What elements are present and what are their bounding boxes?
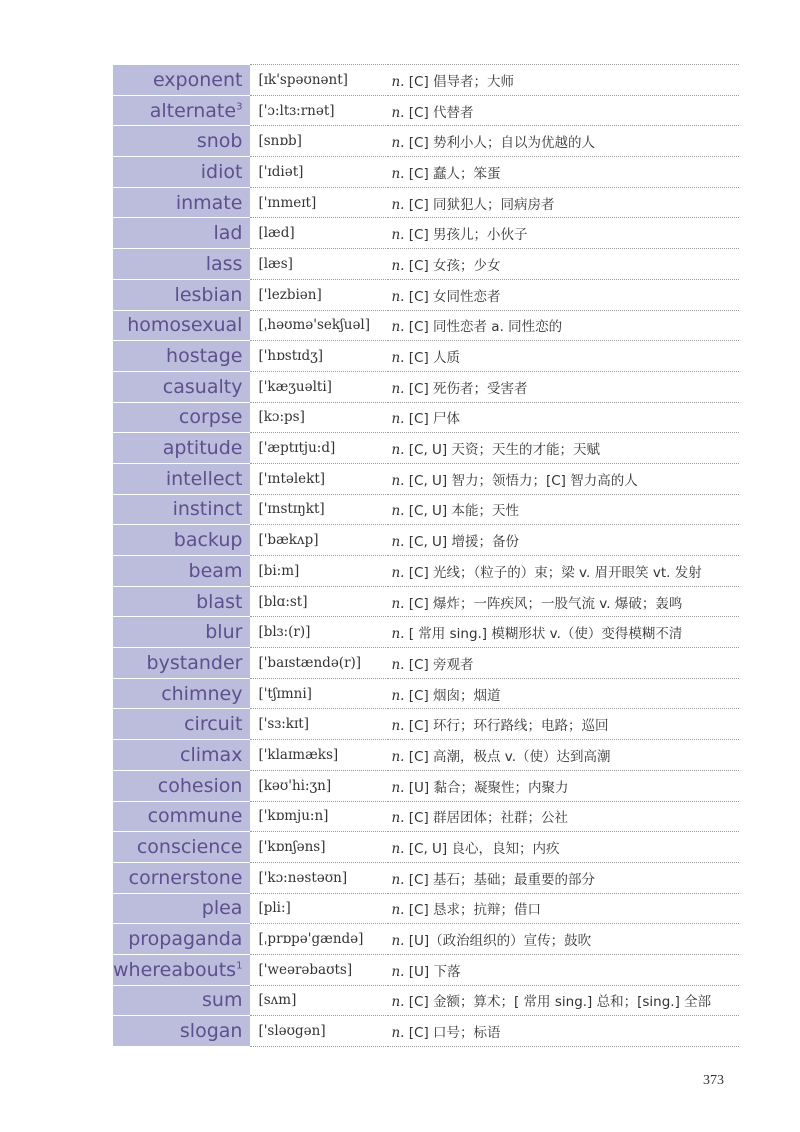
vocab-row bbox=[113, 463, 739, 494]
part-of-speech: n. bbox=[391, 994, 405, 1011]
phonetic: ['ɔ:ltɜ:rnət] bbox=[250, 95, 388, 126]
part-of-speech: n. bbox=[391, 380, 405, 397]
definition-cell bbox=[388, 617, 739, 648]
headword bbox=[113, 433, 250, 464]
headword-text: bystander bbox=[146, 651, 243, 674]
headword bbox=[113, 371, 250, 402]
definition: [U]（政治组织的）宣传；鼓吹 bbox=[408, 933, 592, 950]
definition-cell bbox=[388, 586, 739, 617]
part-of-speech: n. bbox=[391, 748, 405, 765]
definition-cell bbox=[388, 95, 739, 126]
definition: [C] 环行；环行路线；电路；巡回 bbox=[408, 718, 609, 735]
part-of-speech: n. bbox=[391, 564, 405, 581]
phonetic: ['kɔ:nəstəʊn] bbox=[250, 862, 388, 893]
headword-text: conscience bbox=[136, 836, 243, 859]
vocab-row bbox=[113, 95, 739, 126]
phonetic: [bi:m] bbox=[250, 556, 388, 587]
headword bbox=[113, 862, 250, 893]
part-of-speech: n. bbox=[391, 779, 405, 796]
definition: [C] 爆炸；一阵疾风；一股气流 v. 爆破；轰鸣 bbox=[408, 595, 683, 612]
headword bbox=[113, 1016, 250, 1047]
vocab-row bbox=[113, 648, 739, 679]
headword bbox=[113, 341, 250, 372]
headword-text: commune bbox=[147, 805, 243, 828]
headword-text: corpse bbox=[178, 406, 243, 429]
headword bbox=[113, 310, 250, 341]
headword-text: hostage bbox=[166, 345, 243, 368]
part-of-speech: n. bbox=[391, 534, 405, 551]
definition-cell bbox=[388, 433, 739, 464]
vocab-row bbox=[113, 893, 739, 924]
definition-cell bbox=[388, 402, 739, 433]
definition-cell bbox=[388, 494, 739, 525]
vocab-row bbox=[113, 617, 739, 648]
headword bbox=[113, 832, 250, 863]
headword-text: backup bbox=[173, 529, 243, 552]
definition-cell bbox=[388, 770, 739, 801]
definition: [C, U] 本能；天性 bbox=[408, 503, 519, 520]
definition: [C] 旁观者 bbox=[408, 656, 474, 673]
definition: [C] 代替者 bbox=[408, 104, 474, 121]
definition: [C] 同性恋者 a. 同性恋的 bbox=[408, 319, 563, 336]
vocab-row bbox=[113, 556, 739, 587]
page-number: 373 bbox=[703, 1073, 724, 1088]
phonetic: [læs] bbox=[250, 249, 388, 280]
headword-text: alternate bbox=[149, 99, 237, 122]
phonetic: ['kɒnʃəns] bbox=[250, 832, 388, 863]
phonetic: [snɒb] bbox=[250, 126, 388, 157]
vocab-row bbox=[113, 126, 739, 157]
phonetic: [blɜ:(r)] bbox=[250, 617, 388, 648]
headword-text: circuit bbox=[184, 713, 243, 736]
headword-text: idiot bbox=[200, 160, 243, 183]
headword bbox=[113, 95, 250, 126]
part-of-speech: n. bbox=[391, 319, 405, 336]
vocab-row bbox=[113, 954, 739, 985]
headword-text: slogan bbox=[179, 1020, 243, 1043]
vocab-row bbox=[113, 187, 739, 218]
definition-cell bbox=[388, 648, 739, 679]
part-of-speech: n. bbox=[391, 871, 405, 888]
definition-cell bbox=[388, 65, 739, 96]
headword-text: sum bbox=[202, 989, 243, 1012]
headword bbox=[113, 985, 250, 1016]
part-of-speech: n. bbox=[391, 963, 405, 980]
phonetic: ['bækʌp] bbox=[250, 525, 388, 556]
definition: [U] 黏合；凝聚性；内聚力 bbox=[408, 779, 569, 796]
vocabulary-body bbox=[113, 65, 739, 1047]
headword bbox=[113, 740, 250, 771]
headword-text: chimney bbox=[161, 682, 243, 705]
definition-cell bbox=[388, 924, 739, 955]
headword bbox=[113, 770, 250, 801]
headword bbox=[113, 65, 250, 96]
vocab-row bbox=[113, 525, 739, 556]
phonetic: [kəʊ'hi:ʒn] bbox=[250, 770, 388, 801]
definition: [C, U] 天资；天生的才能；天赋 bbox=[408, 442, 600, 459]
phonetic: ['ɪntəlekt] bbox=[250, 463, 388, 494]
vocab-row bbox=[113, 249, 739, 280]
part-of-speech: n. bbox=[391, 1025, 405, 1042]
headword bbox=[113, 402, 250, 433]
headword-text: intellect bbox=[165, 467, 243, 490]
definition-cell bbox=[388, 249, 739, 280]
phonetic: ['sləʊgən] bbox=[250, 1016, 388, 1047]
definition: [C, U] 增援；备份 bbox=[408, 534, 519, 551]
definition: [C] 倡导者；大师 bbox=[408, 73, 515, 90]
phonetic: ['weərəbaʊts] bbox=[250, 954, 388, 985]
part-of-speech: n. bbox=[391, 810, 405, 827]
headword bbox=[113, 648, 250, 679]
vocab-row bbox=[113, 218, 739, 249]
headword bbox=[113, 924, 250, 955]
definition: [C] 金额；算术；[ 常用 sing.] 总和；[sing.] 全部 bbox=[408, 994, 712, 1011]
phonetic: ['ɪnstɪŋkt] bbox=[250, 494, 388, 525]
definition: [C, U] 智力；领悟力；[C] 智力高的人 bbox=[408, 472, 638, 489]
vocab-row bbox=[113, 985, 739, 1016]
headword bbox=[113, 157, 250, 188]
vocab-row bbox=[113, 801, 739, 832]
vocabulary-table bbox=[113, 64, 739, 1047]
definition: [C] 蠢人；笨蛋 bbox=[408, 165, 501, 182]
definition-cell bbox=[388, 801, 739, 832]
headword-text: lad bbox=[213, 222, 243, 245]
definition: [C] 高潮，极点 v.（使）达到高潮 bbox=[408, 748, 611, 765]
part-of-speech: n. bbox=[391, 104, 405, 121]
definition: [C] 男孩儿；小伙子 bbox=[408, 227, 528, 244]
part-of-speech: n. bbox=[391, 933, 405, 950]
vocab-row bbox=[113, 494, 739, 525]
headword-text: inmate bbox=[175, 191, 243, 214]
vocab-row bbox=[113, 678, 739, 709]
definition-cell bbox=[388, 985, 739, 1016]
definition-cell bbox=[388, 862, 739, 893]
part-of-speech: n. bbox=[391, 656, 405, 673]
headword bbox=[113, 187, 250, 218]
headword-text: lass bbox=[205, 252, 243, 275]
part-of-speech: n. bbox=[391, 841, 405, 858]
phonetic: ['ɪnmeɪt] bbox=[250, 187, 388, 218]
headword bbox=[113, 893, 250, 924]
phonetic: [ˌhəʊmə'sekʃuəl] bbox=[250, 310, 388, 341]
definition-cell bbox=[388, 832, 739, 863]
phonetic: ['kæʒuəlti] bbox=[250, 371, 388, 402]
headword bbox=[113, 617, 250, 648]
headword-text: casualty bbox=[162, 375, 243, 398]
definition-cell bbox=[388, 187, 739, 218]
headword-text: aptitude bbox=[162, 437, 243, 460]
vocab-row bbox=[113, 1016, 739, 1047]
phonetic: ['lezbiən] bbox=[250, 279, 388, 310]
headword bbox=[113, 954, 250, 985]
headword-text: cohesion bbox=[157, 774, 243, 797]
part-of-speech: n. bbox=[391, 288, 405, 305]
vocab-row bbox=[113, 862, 739, 893]
part-of-speech: n. bbox=[391, 257, 405, 274]
headword bbox=[113, 463, 250, 494]
vocab-row bbox=[113, 402, 739, 433]
definition-cell bbox=[388, 740, 739, 771]
part-of-speech: n. bbox=[391, 135, 405, 152]
definition-cell bbox=[388, 126, 739, 157]
definition-cell bbox=[388, 954, 739, 985]
definition: [C] 口号；标语 bbox=[408, 1025, 501, 1042]
headword-text: instinct bbox=[172, 498, 243, 521]
phonetic: [blɑ:st] bbox=[250, 586, 388, 617]
part-of-speech: n. bbox=[391, 350, 405, 367]
definition: [C] 女同性恋者 bbox=[408, 288, 501, 305]
headword-text: lesbian bbox=[174, 283, 243, 306]
definition: [C] 死伤者；受害者 bbox=[408, 380, 528, 397]
part-of-speech: n. bbox=[391, 595, 405, 612]
headword bbox=[113, 218, 250, 249]
part-of-speech: n. bbox=[391, 442, 405, 459]
definition: [C] 人质 bbox=[408, 350, 461, 367]
phonetic: [kɔ:ps] bbox=[250, 402, 388, 433]
definition-cell bbox=[388, 1016, 739, 1047]
definition: [C] 群居团体；社群；公社 bbox=[408, 810, 569, 827]
vocab-row bbox=[113, 709, 739, 740]
definition: [C] 光线；（粒子的）束；梁 v. 眉开眼笑 vt. 发射 bbox=[408, 564, 702, 581]
phonetic: ['æptɪtju:d] bbox=[250, 433, 388, 464]
headword-text: cornerstone bbox=[128, 866, 243, 889]
headword-superscript: 1 bbox=[236, 960, 243, 972]
vocab-row bbox=[113, 832, 739, 863]
vocab-row bbox=[113, 341, 739, 372]
part-of-speech: n. bbox=[391, 626, 405, 643]
phonetic: ['ɪdiət] bbox=[250, 157, 388, 188]
headword-text: exponent bbox=[152, 68, 243, 91]
definition-cell bbox=[388, 678, 739, 709]
headword-text: whereabouts bbox=[113, 958, 237, 981]
vocab-row bbox=[113, 279, 739, 310]
definition-cell bbox=[388, 371, 739, 402]
definition-cell bbox=[388, 310, 739, 341]
definition-cell bbox=[388, 893, 739, 924]
definition: [C] 女孩；少女 bbox=[408, 257, 501, 274]
definition-cell bbox=[388, 525, 739, 556]
phonetic: [sʌm] bbox=[250, 985, 388, 1016]
phonetic: ['hɒstɪdʒ] bbox=[250, 341, 388, 372]
vocab-row bbox=[113, 770, 739, 801]
headword-superscript: 3 bbox=[236, 101, 243, 113]
headword bbox=[113, 556, 250, 587]
definition-cell bbox=[388, 556, 739, 587]
part-of-speech: n. bbox=[391, 718, 405, 735]
vocab-row bbox=[113, 65, 739, 96]
headword-text: beam bbox=[188, 559, 243, 582]
definition: [C] 尸体 bbox=[408, 411, 461, 428]
headword bbox=[113, 249, 250, 280]
definition: [ 常用 sing.] 模糊形状 v.（使）变得模糊不清 bbox=[408, 626, 683, 643]
phonetic: [ˌprɒpə'gændə] bbox=[250, 924, 388, 955]
phonetic: [pli:] bbox=[250, 893, 388, 924]
part-of-speech: n. bbox=[391, 227, 405, 244]
part-of-speech: n. bbox=[391, 165, 405, 182]
phonetic: ['tʃɪmni] bbox=[250, 678, 388, 709]
part-of-speech: n. bbox=[391, 196, 405, 213]
vocab-row bbox=[113, 433, 739, 464]
part-of-speech: n. bbox=[391, 902, 405, 919]
headword-text: blur bbox=[205, 621, 243, 644]
definition-cell bbox=[388, 341, 739, 372]
phonetic: ['kɒmju:n] bbox=[250, 801, 388, 832]
definition: [C, U] 良心，良知；内疚 bbox=[408, 841, 560, 858]
definition: [C] 恳求；抗辩；借口 bbox=[408, 902, 542, 919]
part-of-speech: n. bbox=[391, 73, 405, 90]
definition: [C] 势利小人；自以为优越的人 bbox=[408, 135, 596, 152]
phonetic: [ɪk'spəʊnənt] bbox=[250, 65, 388, 96]
vocab-row bbox=[113, 157, 739, 188]
headword-text: homosexual bbox=[127, 314, 243, 337]
definition-cell bbox=[388, 279, 739, 310]
phonetic: ['sɜ:kɪt] bbox=[250, 709, 388, 740]
headword bbox=[113, 126, 250, 157]
headword bbox=[113, 494, 250, 525]
headword-text: climax bbox=[180, 743, 243, 766]
phonetic: ['klaɪmæks] bbox=[250, 740, 388, 771]
part-of-speech: n. bbox=[391, 687, 405, 704]
phonetic: ['baɪstændə(r)] bbox=[250, 648, 388, 679]
definition-cell bbox=[388, 218, 739, 249]
vocab-row bbox=[113, 924, 739, 955]
part-of-speech: n. bbox=[391, 472, 405, 489]
headword bbox=[113, 678, 250, 709]
vocab-row bbox=[113, 586, 739, 617]
definition: [C] 同狱犯人；同病房者 bbox=[408, 196, 555, 213]
part-of-speech: n. bbox=[391, 503, 405, 520]
vocab-row bbox=[113, 740, 739, 771]
headword bbox=[113, 279, 250, 310]
headword-text: snob bbox=[196, 130, 243, 153]
part-of-speech: n. bbox=[391, 411, 405, 428]
definition: [C] 烟囱；烟道 bbox=[408, 687, 501, 704]
phonetic: [læd] bbox=[250, 218, 388, 249]
definition: [U] 下落 bbox=[408, 963, 461, 980]
definition-cell bbox=[388, 157, 739, 188]
headword bbox=[113, 586, 250, 617]
vocab-row bbox=[113, 310, 739, 341]
headword bbox=[113, 709, 250, 740]
definition-cell bbox=[388, 463, 739, 494]
headword-text: propaganda bbox=[128, 928, 243, 951]
headword-text: blast bbox=[196, 590, 243, 613]
headword bbox=[113, 525, 250, 556]
headword-text: plea bbox=[201, 897, 243, 920]
headword bbox=[113, 801, 250, 832]
vocab-row bbox=[113, 371, 739, 402]
definition: [C] 基石；基础；最重要的部分 bbox=[408, 871, 596, 888]
definition-cell bbox=[388, 709, 739, 740]
